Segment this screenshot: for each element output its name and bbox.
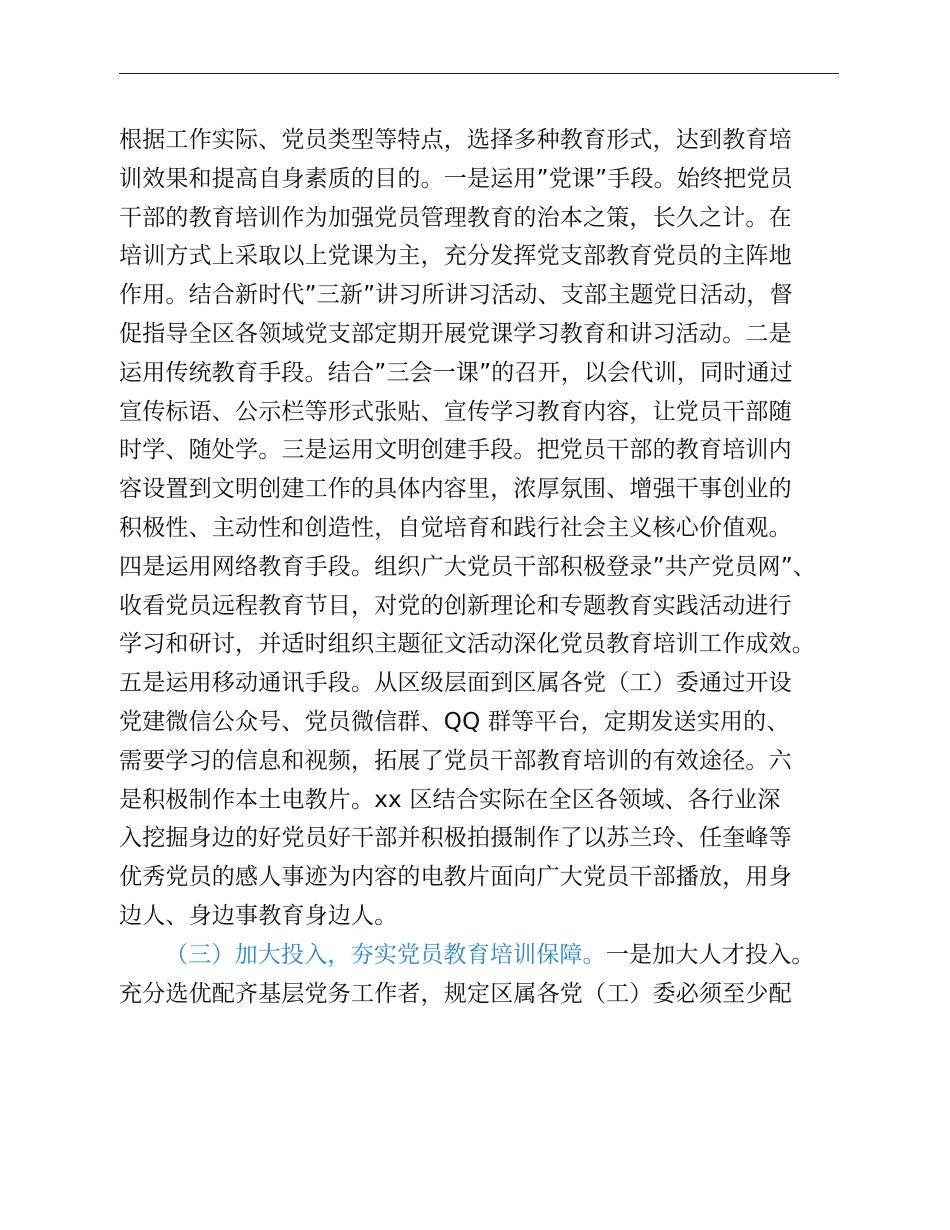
paragraph-line: 干部的教育培训作为加强党员管理教育的治本之策，长久之计。在: [119, 204, 792, 231]
paragraph-line: 学习和研讨，并适时组织主题征文活动深化党员教育培训工作成效。: [119, 631, 815, 658]
paragraph-line: 时学、随处学。三是运用文明创建手段。把党员干部的教育培训内: [119, 437, 792, 464]
section-heading-line: [119, 936, 854, 975]
paragraph-line: 是积极制作本土电教片。xx 区结合实际在全区各领域、各行业深: [119, 786, 781, 813]
paragraph-line: 收看党员远程教育节目，对党的创新理论和专题教育实践活动进行: [119, 592, 792, 619]
paragraph-line: 入挖掘身边的好党员好干部并积极拍摄制作了以苏兰玲、任奎峰等: [119, 825, 792, 852]
paragraph-line: 五是运用移动通讯手段。从区级层面到区属各党（工）委通过开设: [119, 670, 792, 697]
paragraph-line: 需要学习的信息和视频，拓展了党员干部教育培训的有效途径。六: [119, 747, 792, 774]
paragraph-line: 充分选优配齐基层党务工作者，规定区属各党（工）委必须至少配: [119, 980, 792, 1007]
paragraph-line: 宣传标语、公示栏等形式张贴、宣传学习教育内容，让党员干部随: [119, 398, 792, 425]
paragraph-line: 根据工作实际、党员类型等特点，选择多种教育形式，达到教育培: [119, 127, 792, 153]
paragraph-line: 促指导全区各领域党支部定期开展党课学习教育和讲习活动。二是: [119, 320, 792, 347]
paragraph-line: 优秀党员的感人事迹为内容的电教片面向广大党员干部播放，用身: [119, 864, 792, 891]
body-text: [119, 121, 854, 1013]
paragraph-line: 积极性、主动性和创造性，自觉培育和践行社会主义核心价值观。: [119, 514, 792, 541]
paragraph-line: 容设置到文明创建工作的具体内容里，浓厚氛围、增强干事创业的: [119, 476, 792, 503]
header-rule: [119, 73, 839, 74]
paragraph-line: 四是运用网络教育手段。组织广大党员干部积极登录”共产党员网”、: [119, 553, 817, 580]
paragraph-line: 训效果和提高自身素质的目的。一是运用”党课”手段。始终把党员: [119, 165, 793, 192]
paragraph-line: 党建微信公众号、党员微信群、QQ 群等平台，定期发送实用的、: [119, 708, 790, 735]
paragraph-line: 作用。结合新时代”三新”讲习所讲习活动、支部主题党日活动，督: [119, 282, 793, 309]
paragraph-line: 边人、身边事教育身边人。: [119, 902, 398, 929]
paragraph-line: 运用传统教育手段。结合”三会一课”的召开，以会代训，同时通过: [119, 359, 793, 386]
paragraph-line: 培训方式上采取以上党课为主，充分发挥党支部教育党员的主阵地: [119, 243, 792, 270]
section-heading-rest: 一是加大人才投入。: [605, 941, 815, 968]
section-heading: （三）加大投入，夯实党员教育培训保障。: [165, 941, 606, 968]
